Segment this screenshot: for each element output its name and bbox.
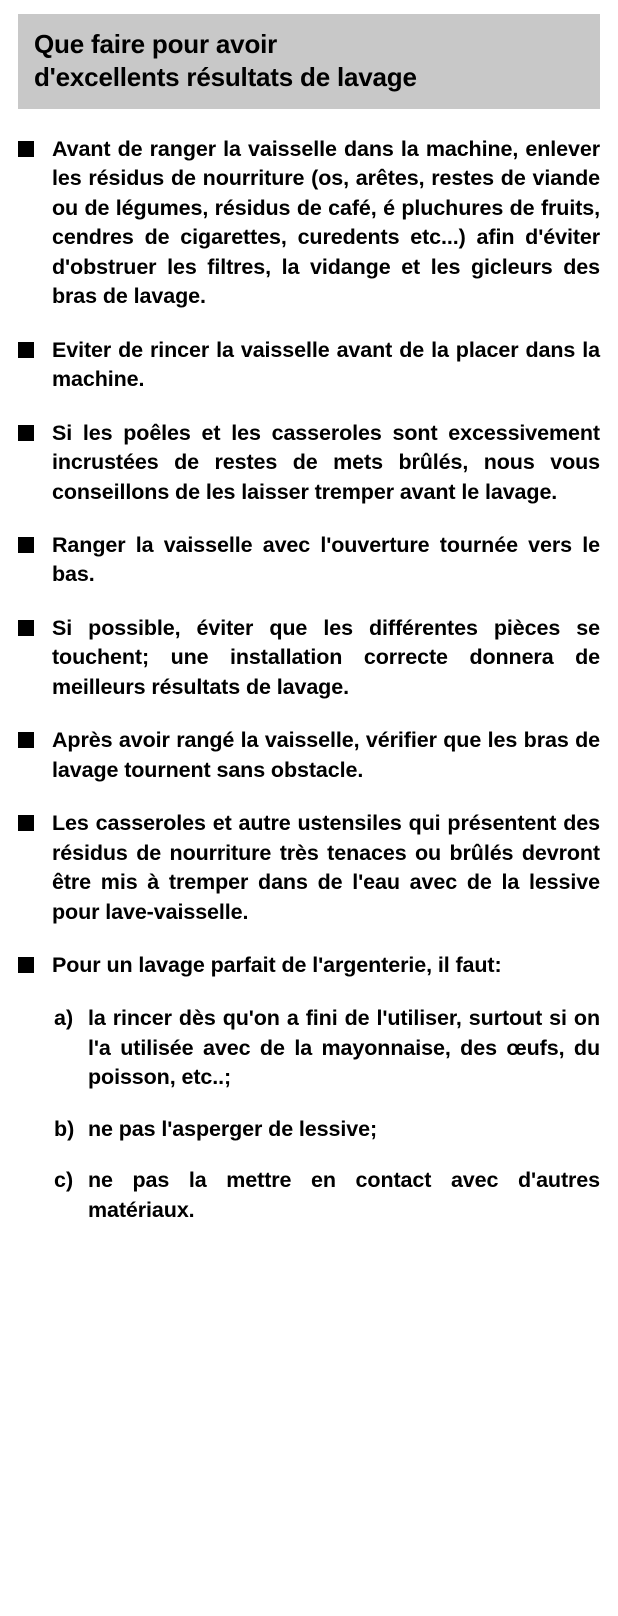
sub-list-item-text: la rincer dès qu'on a fini de l'utiliser, surtout si on l'a utilisée avec de la mayonnaise, des œufs, du poisson, etc..; — [88, 1006, 600, 1090]
sub-list-item-marker: a) — [54, 1006, 74, 1031]
list-item — [18, 419, 600, 507]
list-item-text: Si possible, éviter que les différentes pièces se touchent; une installation correcte donnera de meilleurs résultats de lavage. — [52, 615, 600, 699]
list-item — [18, 336, 600, 395]
square-bullet-icon — [18, 342, 34, 358]
silverware-sub-list — [54, 1004, 600, 1225]
section-title-banner — [18, 14, 600, 109]
sub-list-item — [54, 1115, 600, 1144]
list-item-text: Avant de ranger la vaisselle dans la machine, enlever les résidus de nourriture (os, arêtes, restes de viande ou de légumes, résidus de café, é pluchures de fruits, cendres de cigarettes, curedents etc...) afin d'éviter d'obstruer les filtres, la vidange et les gicleurs des bras de lavage. — [52, 137, 600, 309]
list-item-text: Les casseroles et autre ustensiles qui présentent des résidus de nourriture très tenaces ou brûlés devront être mis à tremper dans de l'eau avec de la lessive pour lave-vaisselle. — [52, 811, 600, 924]
section-title-line-2: d'excellents résultats de lavage — [34, 61, 417, 92]
sub-list-item-text: ne pas l'asperger de lessive; — [88, 1116, 378, 1141]
square-bullet-icon — [18, 815, 34, 831]
square-bullet-icon — [18, 620, 34, 636]
sub-list-item-marker: c) — [54, 1168, 74, 1193]
sub-list-item — [54, 1004, 600, 1092]
square-bullet-icon — [18, 425, 34, 441]
list-item — [18, 951, 600, 980]
square-bullet-icon — [18, 732, 34, 748]
document-page — [0, 14, 618, 1616]
list-item-text: Ranger la vaisselle avec l'ouverture tournée vers le bas. — [52, 532, 600, 587]
sub-list-item-text: ne pas la mettre en contact avec d'autres matériaux. — [88, 1168, 600, 1222]
list-item — [18, 614, 600, 702]
list-item-text: Après avoir rangé la vaisselle, vérifier que les bras de lavage tournent sans obstacle. — [52, 728, 600, 782]
list-item — [18, 726, 600, 785]
sub-list-item — [54, 1166, 600, 1225]
list-item-text: Pour un lavage parfait de l'argenterie, il faut: — [52, 952, 502, 977]
list-item-text: Si les poêles et les casseroles sont excessivement incrustées de restes de mets brûlés, nous vous conseillons de les laisser tremper avant le lavage. — [52, 420, 600, 504]
list-item — [18, 531, 600, 590]
square-bullet-icon — [18, 537, 34, 553]
square-bullet-icon — [18, 957, 34, 973]
list-item — [18, 809, 600, 927]
square-bullet-icon — [18, 141, 34, 157]
sub-list-item-marker: b) — [54, 1116, 75, 1141]
section-title-line-1: Que faire pour avoir — [34, 29, 278, 59]
advice-bullet-list — [18, 135, 600, 1225]
list-item — [18, 135, 600, 312]
list-item-text: Eviter de rincer la vaisselle avant de la placer dans la machine. — [52, 337, 600, 392]
